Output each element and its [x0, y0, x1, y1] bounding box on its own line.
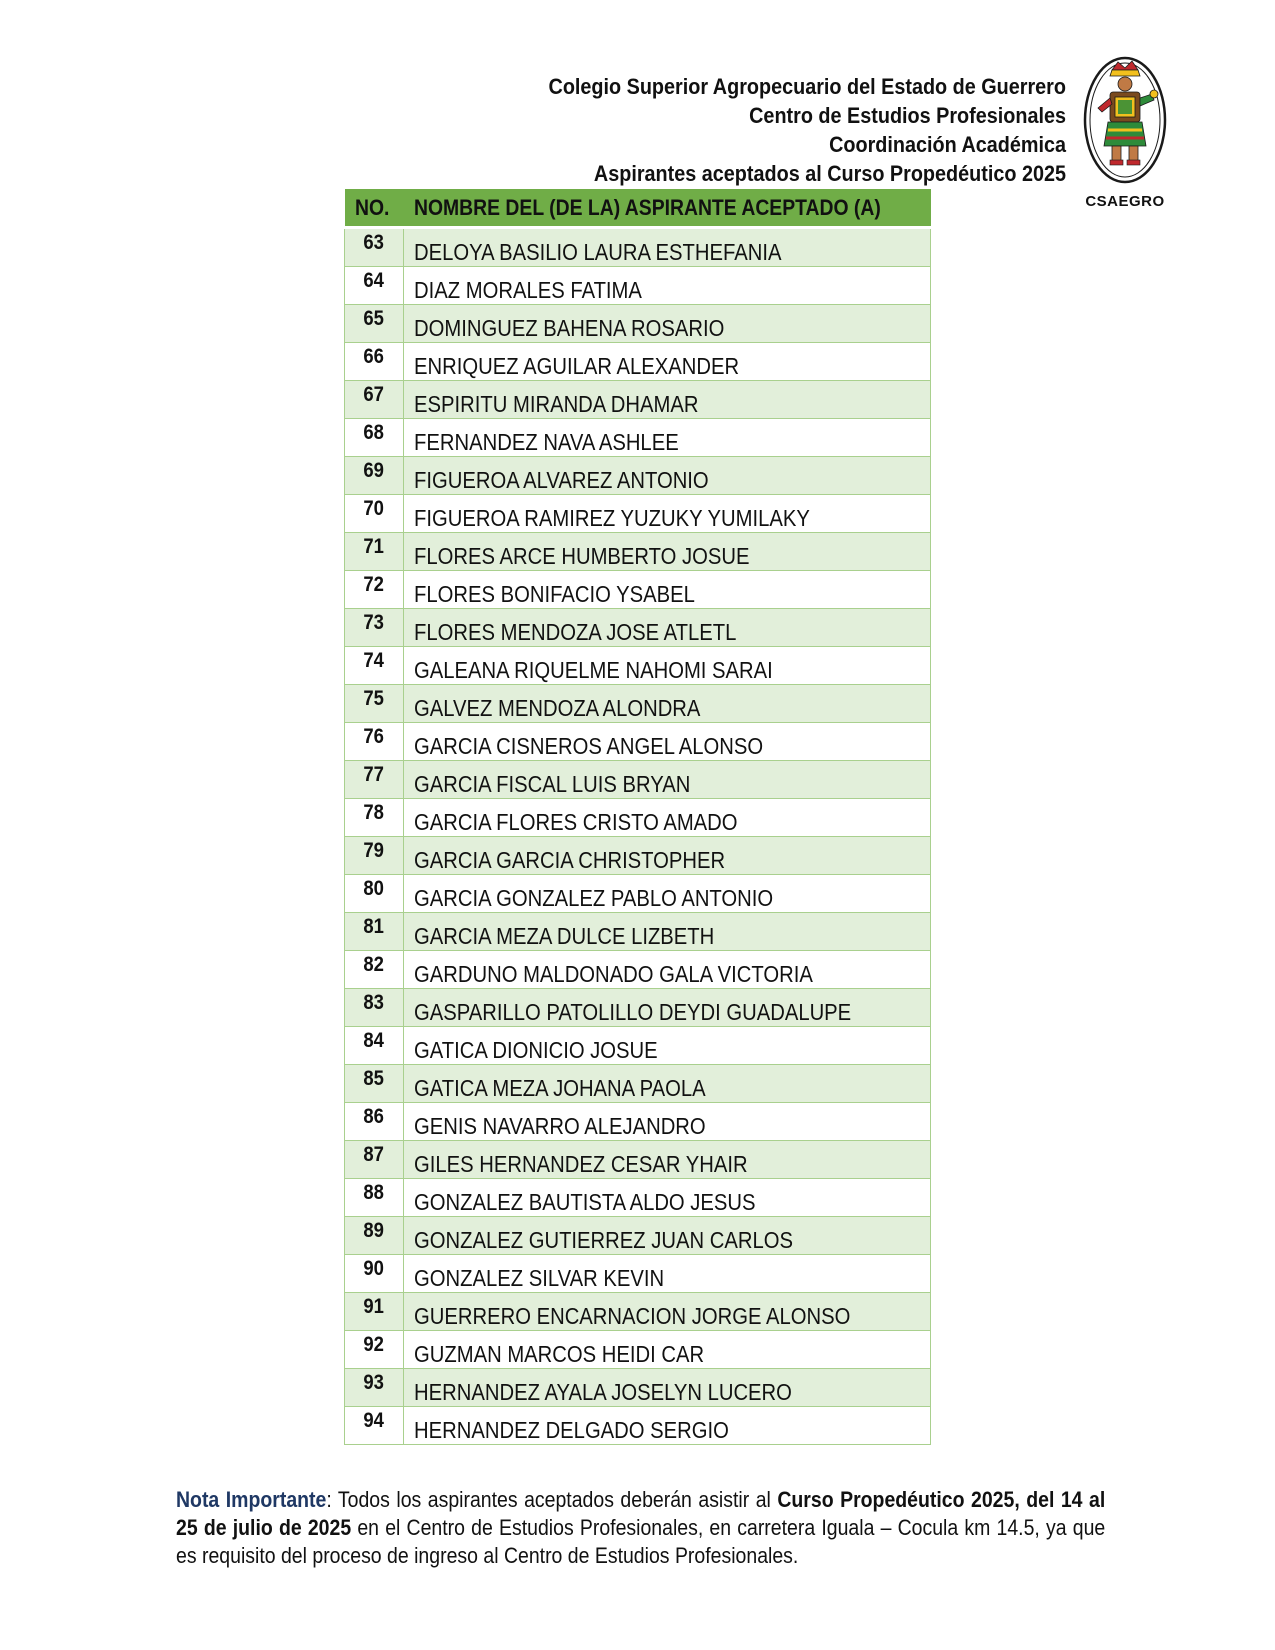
- applicant-number: 81: [345, 913, 404, 951]
- important-note: [176, 1486, 1105, 1570]
- table-row: [345, 343, 931, 381]
- applicant-number: 83: [345, 989, 404, 1027]
- applicant-number: 69: [345, 457, 404, 495]
- applicant-number: 73: [345, 609, 404, 647]
- logo-label: CSAEGRO: [1085, 193, 1165, 210]
- applicant-name: GALVEZ MENDOZA ALONDRA: [404, 685, 931, 723]
- table-row: [345, 1027, 931, 1065]
- applicant-name: DELOYA BASILIO LAURA ESTHEFANIA: [404, 228, 931, 267]
- applicant-number: 72: [345, 571, 404, 609]
- applicant-name: GARCIA CISNEROS ANGEL ALONSO: [404, 723, 931, 761]
- applicant-name: FLORES BONIFACIO YSABEL: [404, 571, 931, 609]
- applicant-name: FIGUEROA ALVAREZ ANTONIO: [404, 457, 931, 495]
- applicant-number: 63: [345, 228, 404, 267]
- applicant-name: DOMINGUEZ BAHENA ROSARIO: [404, 305, 931, 343]
- table-row: [345, 913, 931, 951]
- applicant-number: 64: [345, 267, 404, 305]
- table-row: [345, 951, 931, 989]
- applicant-number: 77: [345, 761, 404, 799]
- applicant-number: 76: [345, 723, 404, 761]
- applicant-number: 86: [345, 1103, 404, 1141]
- applicant-name: GONZALEZ BAUTISTA ALDO JESUS: [404, 1179, 931, 1217]
- applicant-name: GATICA DIONICIO JOSUE: [404, 1027, 931, 1065]
- applicant-number: 71: [345, 533, 404, 571]
- applicant-number: 94: [345, 1407, 404, 1445]
- applicant-number: 68: [345, 419, 404, 457]
- applicant-name: ESPIRITU MIRANDA DHAMAR: [404, 381, 931, 419]
- table-row: [345, 495, 931, 533]
- applicant-name: FLORES ARCE HUMBERTO JOSUE: [404, 533, 931, 571]
- applicant-number: 75: [345, 685, 404, 723]
- table-row: [345, 1103, 931, 1141]
- table-row: [345, 1179, 931, 1217]
- applicant-number: 90: [345, 1255, 404, 1293]
- table-row: [345, 799, 931, 837]
- table-row: [345, 1293, 931, 1331]
- applicant-number: 84: [345, 1027, 404, 1065]
- table-row: [345, 875, 931, 913]
- table-row: [345, 1255, 931, 1293]
- applicant-number: 66: [345, 343, 404, 381]
- applicant-number: 89: [345, 1217, 404, 1255]
- table-row: [345, 1331, 931, 1369]
- table-row: [345, 647, 931, 685]
- applicant-name: GARDUNO MALDONADO GALA VICTORIA: [404, 951, 931, 989]
- applicant-name: GUZMAN MARCOS HEIDI CAR: [404, 1331, 931, 1369]
- applicant-number: 67: [345, 381, 404, 419]
- applicant-number: 79: [345, 837, 404, 875]
- csaegro-logo-icon: [1082, 54, 1168, 212]
- table-row: [345, 1217, 931, 1255]
- table-row: [345, 1141, 931, 1179]
- column-header-name: NOMBRE DEL (DE LA) ASPIRANTE ACEPTADO (A): [404, 189, 931, 228]
- document-header: [467, 72, 1066, 188]
- table-row: [345, 533, 931, 571]
- note-bold-dates: Curso Propedéutico 2025, del 14 al 25 de julio de 2025: [176, 1487, 1106, 1540]
- applicant-name: GARCIA GARCIA CHRISTOPHER: [404, 837, 931, 875]
- applicant-name: ENRIQUEZ AGUILAR ALEXANDER: [404, 343, 931, 381]
- applicant-number: 91: [345, 1293, 404, 1331]
- applicant-number: 92: [345, 1331, 404, 1369]
- applicant-number: 78: [345, 799, 404, 837]
- applicant-number: 88: [345, 1179, 404, 1217]
- table-row: [345, 571, 931, 609]
- applicant-name: GONZALEZ GUTIERREZ JUAN CARLOS: [404, 1217, 931, 1255]
- table-row: [345, 609, 931, 647]
- applicant-name: FLORES MENDOZA JOSE ATLETL: [404, 609, 931, 647]
- applicant-number: 93: [345, 1369, 404, 1407]
- table-row: [345, 989, 931, 1027]
- applicant-name: GARCIA FISCAL LUIS BRYAN: [404, 761, 931, 799]
- applicant-number: 87: [345, 1141, 404, 1179]
- table-row: [345, 1369, 931, 1407]
- applicant-name: GASPARILLO PATOLILLO DEYDI GUADALUPE: [404, 989, 931, 1027]
- applicant-number: 85: [345, 1065, 404, 1103]
- column-header-no: NO.: [345, 189, 404, 228]
- table-row: [345, 1065, 931, 1103]
- table-row: [345, 1407, 931, 1445]
- applicant-name: GALEANA RIQUELME NAHOMI SARAI: [404, 647, 931, 685]
- applicant-name: GENIS NAVARRO ALEJANDRO: [404, 1103, 931, 1141]
- applicant-name: GILES HERNANDEZ CESAR YHAIR: [404, 1141, 931, 1179]
- applicant-name: GARCIA FLORES CRISTO AMADO: [404, 799, 931, 837]
- applicant-name: GARCIA MEZA DULCE LIZBETH: [404, 913, 931, 951]
- institution-name: Colegio Superior Agropecuario del Estado de Guerrero: [548, 74, 1066, 99]
- applicant-name: GUERRERO ENCARNACION JORGE ALONSO: [404, 1293, 931, 1331]
- table-row: [345, 723, 931, 761]
- table-row: [345, 419, 931, 457]
- table-row: [345, 457, 931, 495]
- applicant-number: 74: [345, 647, 404, 685]
- table-row: [345, 685, 931, 723]
- table-row: [345, 228, 931, 267]
- note-text-2: en el Centro de Estudios Profesionales, en carretera Iguala – Cocula km 14.5, ya que es requisito del proceso de ingreso al Centro de Estudios Profesionales.: [176, 1515, 1106, 1568]
- applicant-name: GATICA MEZA JOHANA PAOLA: [404, 1065, 931, 1103]
- table-row: [345, 837, 931, 875]
- accepted-applicants-table: [344, 189, 931, 1445]
- document-title: Aspirantes aceptados al Curso Propedéutico 2025: [593, 161, 1066, 186]
- applicant-name: HERNANDEZ AYALA JOSELYN LUCERO: [404, 1369, 931, 1407]
- coordination-name: Coordinación Académica: [829, 132, 1066, 157]
- table-row: [345, 305, 931, 343]
- center-name: Centro de Estudios Profesionales: [749, 103, 1066, 128]
- applicant-name: GONZALEZ SILVAR KEVIN: [404, 1255, 931, 1293]
- applicant-name: FERNANDEZ NAVA ASHLEE: [404, 419, 931, 457]
- table-row: [345, 381, 931, 419]
- applicant-name: HERNANDEZ DELGADO SERGIO: [404, 1407, 931, 1445]
- applicant-number: 80: [345, 875, 404, 913]
- note-text-1: : Todos los aspirantes aceptados deberán asistir al: [326, 1487, 778, 1512]
- applicant-name: DIAZ MORALES FATIMA: [404, 267, 931, 305]
- applicant-name: GARCIA GONZALEZ PABLO ANTONIO: [404, 875, 931, 913]
- table-row: [345, 267, 931, 305]
- applicant-name: FIGUEROA RAMIREZ YUZUKY YUMILAKY: [404, 495, 931, 533]
- applicant-number: 82: [345, 951, 404, 989]
- applicant-number: 65: [345, 305, 404, 343]
- table-row: [345, 761, 931, 799]
- applicant-number: 70: [345, 495, 404, 533]
- note-label: Nota Importante: [176, 1487, 327, 1512]
- table-header-row: [345, 189, 931, 228]
